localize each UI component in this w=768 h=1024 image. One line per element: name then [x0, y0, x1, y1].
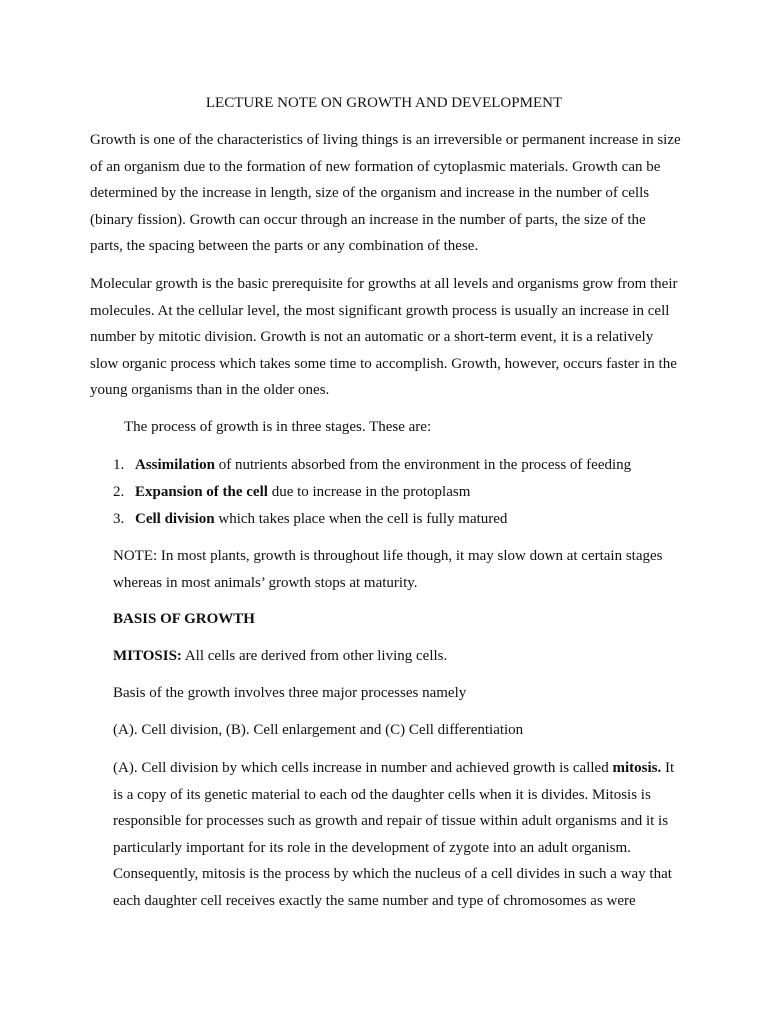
cell-division-paragraph — [113, 755, 683, 915]
list-item — [113, 452, 693, 479]
basis-processes-paragraph: Basis of the growth involves three major processes namely — [113, 685, 467, 701]
stages-intro: The process of growth is in three stages. These are: — [124, 419, 432, 435]
stage-description: of nutrients absorbed from the environment in the process of feeding — [215, 457, 632, 473]
molecular-growth-paragraph: Molecular growth is the basic prerequisite for growths at all levels and organisms grow from their molecules. At the cellular level, the most significant growth process is usually an increase in cell number by mitotic division. Growth is not an automatic or a short-term event, it is a relatively slow organic process which takes some time to accomplish. Growth, however, occurs faster in the young organisms than in the older ones. — [90, 276, 678, 399]
page-title: LECTURE NOTE ON GROWTH AND DEVELOPMENT — [205, 95, 563, 111]
stage-term: Expansion of the cell — [135, 483, 268, 500]
mitosis-term: mitosis. — [612, 760, 662, 776]
stage-description: due to increase in the protoplasm — [267, 483, 471, 500]
cell-division-text-end: It is a copy of its genetic material to each od the daughter cells when it is divides. Mitosis is responsible for processes such as growth and repair of tissue within adult organisms and it is particularly important for its role in the development of zygote into an adult organism. Consequently, mitosis is the process by which the nucleus of a cell divides in such a way that each daughter cell receives exactly the same number and type of chromosomes as were — [113, 760, 675, 909]
mitosis-text: All cells are derived from other living cells. — [181, 648, 448, 664]
basis-of-growth-heading: BASIS OF GROWTH — [113, 611, 255, 627]
mitosis-label: MITOSIS: — [113, 648, 182, 664]
intro-paragraph: Growth is one of the characteristics of living things is an irreversible or permanent increase in size of an organism due to the formation of new formation of cytoplasmic materials. Growth can be determined by the increase in length, size of the organism and increase in the number of cells (binary fission). Growth can occur through an increase in the number of parts, the size of the parts, the spacing between the parts or any combination of these. — [90, 132, 681, 255]
mitosis-paragraph — [113, 643, 683, 670]
list-number: 1. — [113, 457, 125, 473]
list-number: 3. — [113, 510, 125, 527]
list-number: 2. — [113, 483, 125, 500]
stage-term: Assimilation — [135, 457, 216, 473]
note-paragraph: NOTE: In most plants, growth is throughout life though, it may slow down at certain stages whereas in most animals’ growth stops at maturity. — [113, 548, 663, 591]
list-item — [113, 506, 693, 533]
growth-stages-list — [113, 452, 693, 532]
stage-term: Cell division — [135, 510, 215, 527]
list-item — [113, 479, 693, 506]
stage-description: which takes place when the cell is fully matured — [214, 510, 508, 527]
cell-division-text-start: (A). Cell division by which cells increase in number and achieved growth is called — [113, 760, 613, 776]
processes-list-paragraph: (A). Cell division, (B). Cell enlargement and (C) Cell differentiation — [113, 722, 524, 738]
